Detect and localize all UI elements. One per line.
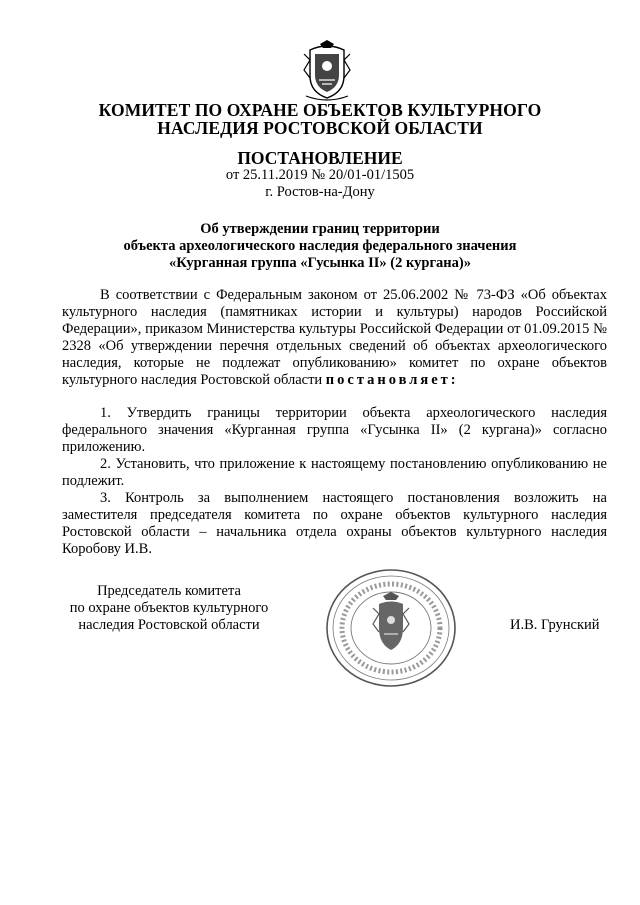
document-subject — [40, 221, 600, 272]
official-seal-icon — [323, 566, 459, 690]
decree-word: постановляет: — [325, 372, 459, 388]
organization-name — [40, 101, 600, 137]
document-date-number: от 25.11.2019 № 20/01-01/1505 — [225, 167, 415, 183]
signatory-title-line-1: Председатель комитета — [97, 583, 241, 599]
org-line-1: КОМИТЕТ ПО ОХРАНЕ ОБЪЕКТОВ КУЛЬТУРНОГО — [98, 100, 542, 120]
subject-line-2: объекта археологического наследия федерального значения — [123, 238, 517, 254]
org-line-2: НАСЛЕДИЯ РОСТОВСКОЙ ОБЛАСТИ — [157, 118, 483, 138]
decree-item-1: 1. Утвердить границы территории объекта археологического наследия федерального значения «Курганная группа «Гусынка II» (2 кургана)» согласно приложению. — [62, 405, 607, 455]
subject-line-3: «Курганная группа «Гусынка II» (2 кургана)» — [169, 255, 471, 271]
signatory-title-line-3: наследия Ростовской области — [78, 617, 260, 633]
subject-line-1: Об утверждении границ территории — [200, 221, 440, 237]
decree-item-3: 3. Контроль за выполнением настоящего постановления возложить на заместителя председателя комитета по охране объектов культурного наследия Ростовской области – начальника отдела охраны объектов культурного наследия Коробову И.В. — [62, 490, 607, 557]
signatory-title — [62, 583, 276, 634]
intro-paragraph — [62, 287, 607, 389]
coat-of-arms-icon — [298, 40, 356, 104]
document-type: ПОСТАНОВЛЕНИЕ — [237, 148, 403, 168]
document-city: г. Ростов-на-Дону — [265, 184, 375, 200]
decree-item-2: 2. Установить, что приложение к настоящему постановлению опубликованию не подлежит. — [62, 456, 607, 489]
signatory-title-line-2: по охране объектов культурного — [69, 600, 269, 616]
intro-text: В соответствии с Федеральным законом от 25.06.2002 № 73-ФЗ «Об объектах культурного наследия (памятниках истории и культуры) народов Российской Федерации», приказом Министерства культуры Российской Федерации от 01.09.2015 № 2328 «Об утверждении перечня отдельных сведений об объектах археологического наследия, которые не подлежат опубликованию» комитет по охране объектов культурного наследия Ростовской области — [62, 287, 607, 388]
signatory-name: И.В. Грунский — [510, 617, 600, 633]
